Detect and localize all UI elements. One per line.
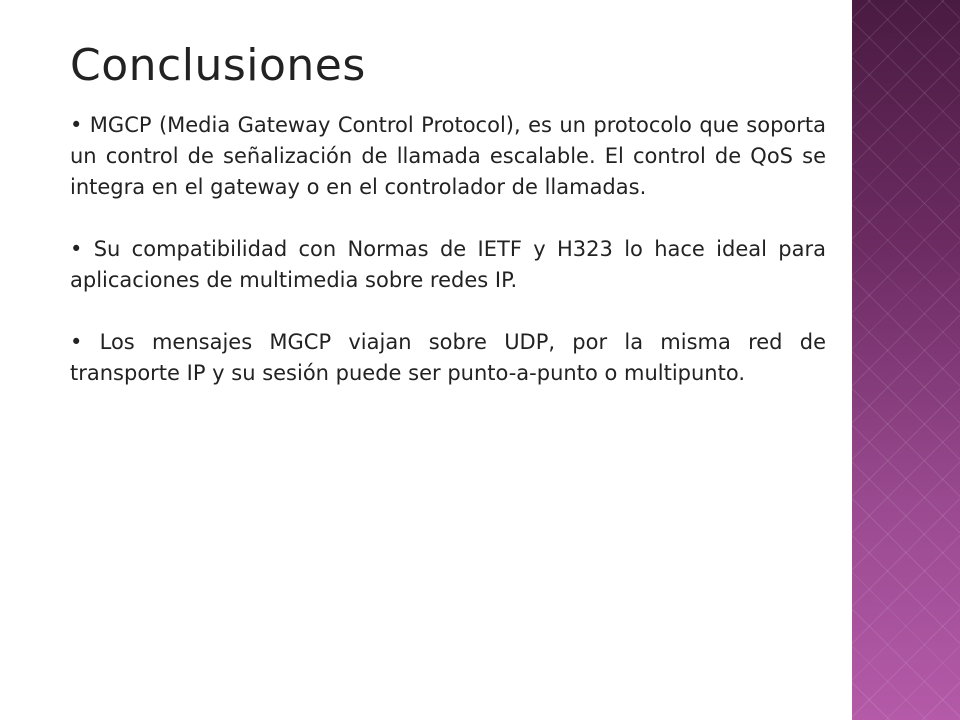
conclusion-paragraph-2: • Su compatibilidad con Normas de IETF y H323 lo hace ideal para aplicaciones de multimedia sobre redes IP. [70,237,826,292]
decorative-side-band [852,0,960,720]
conclusion-paragraph-3: • Los mensajes MGCP viajan sobre UDP, por la misma red de transporte IP y su sesión puede ser punto-a-punto o multipunto. [70,330,826,385]
slide-title: Conclusiones [70,40,366,91]
conclusion-paragraph-1: • MGCP (Media Gateway Control Protocol), es un protocolo que soporta un control de señalización de llamada escalable. El control de QoS se integra en el gateway o en el controlador de llamadas. [70,113,826,199]
slide-content [70,110,826,389]
